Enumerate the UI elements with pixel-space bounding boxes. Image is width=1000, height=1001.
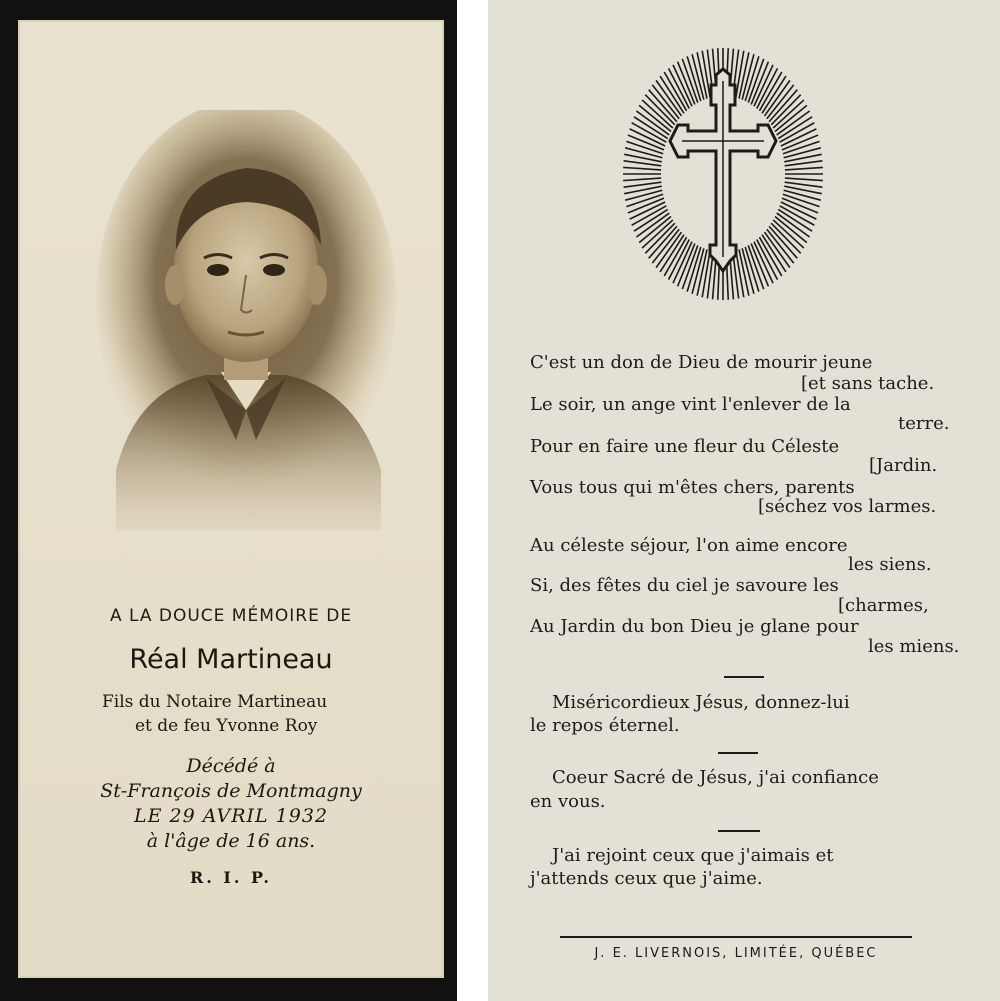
prayer-line: Coeur Sacré de Jésus, j'ai confiance <box>552 767 879 788</box>
poem-line: C'est un don de Dieu de mourir jeune <box>530 352 873 373</box>
emblem-ray <box>624 182 662 187</box>
parent-line: Fils du Notaire Martineau <box>102 692 328 712</box>
death-line: Décédé à <box>186 755 276 777</box>
poem-line: les siens. <box>848 554 932 575</box>
memorial-card-front <box>18 20 444 978</box>
emblem-ray <box>623 167 661 170</box>
poem-line: Si, des fêtes du ciel je savoure les <box>530 575 839 596</box>
poem-line: Au céleste séjour, l'on aime encore <box>530 535 848 556</box>
poem-line: Vous tous qui m'êtes chers, parents <box>530 477 855 498</box>
divider <box>718 830 760 832</box>
prayer-line: J'ai rejoint ceux que j'aimais et <box>552 845 834 866</box>
death-place: St-François de Montmagny <box>100 780 362 802</box>
parent-line: et de feu Yvonne Roy <box>135 716 318 736</box>
divider <box>724 676 764 678</box>
portrait-photo <box>96 110 396 530</box>
prayer-line: en vous. <box>530 791 606 812</box>
emblem-ray <box>785 182 823 187</box>
poem-line: [charmes, <box>838 595 929 616</box>
poem-line: Au Jardin du bon Dieu je glane pour <box>530 616 859 637</box>
imprint-rule <box>560 936 912 938</box>
poem-line: les miens. <box>868 636 960 657</box>
rip-text: R. I. P. <box>189 868 272 887</box>
emblem-ray <box>785 167 823 170</box>
poem-line: [séchez vos larmes. <box>758 496 937 517</box>
divider <box>718 752 758 754</box>
prayer-line: j'attends ceux que j'aime. <box>530 868 763 889</box>
prayer-line: Miséricordieux Jésus, donnez-lui <box>552 692 850 713</box>
printer-imprint: J. E. LIVERNOIS, LIMITÉE, QUÉBEC <box>594 946 878 961</box>
death-age: à l'âge de 16 ans. <box>146 830 316 852</box>
poem-line: [Jardin. <box>869 455 938 476</box>
poem-line: Pour en faire une fleur du Céleste <box>530 436 840 457</box>
prayer-line: le repos éternel. <box>530 715 680 736</box>
poem-line: [et sans tache. <box>801 373 935 394</box>
emblem-ray <box>624 161 662 166</box>
radiant-cross-icon <box>620 45 826 303</box>
memoire-heading: A LA DOUCE MÉMOIRE DE <box>109 606 353 626</box>
death-date: LE 29 AVRIL 1932 <box>133 805 329 827</box>
emblem-ray <box>785 161 823 166</box>
emblem-ray <box>785 178 823 181</box>
emblem-ray <box>623 178 661 181</box>
poem-line: Le soir, un ange vint l'enlever de la <box>530 394 851 415</box>
deceased-name: Réal Martineau <box>129 644 333 675</box>
memorial-card-back <box>488 0 1000 1001</box>
poem-line: terre. <box>898 413 950 434</box>
